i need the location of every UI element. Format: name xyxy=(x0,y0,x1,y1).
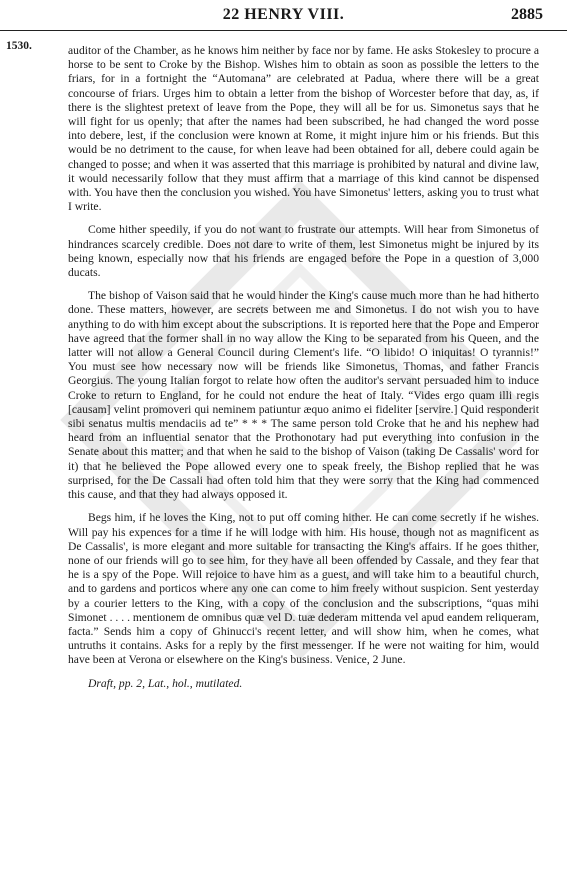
paragraph: Come hither speedily, if you do not want to frustrate our attempts. Will hear from Simonetus of hindrances scarcely credible. Does not dare to write of them, lest Simonetus might be injured by its being known, especially now that his friends are engaged before the Pope in a question of 3,000 ducats. xyxy=(68,223,539,280)
document-body xyxy=(68,44,539,860)
paragraph: Begs him, if he loves the King, not to put off coming hither. He can come secretly if he wishes. Will pay his expences for a time if he will lodge with him. His house, though not as magnificent as De Cassalis', is more elegant and more suitable for transacting the King's affairs. If he goes thither, none of our friends will go to see him, for they have all been offended by Cassale, and they fear that he is a spy of the Pope. Will rejoice to have him as a guest, and will take him to a beautiful church, and to gardens and porticos where any one can come to him freely without suspicion. Sent yesterday by a courier letters to the King, with a copy of the conclusion and the subscriptions, “quas mihi Simonet . . . . mentionem de omnibus quæ vel D. tuæ dederam mittenda vel apud eandem reliqueram, facta.” Sends him a copy of Ghinucci's recent letter, and will show him, when he comes, what untruths it contains. Asks for a reply by the first messenger. If he were not waiting for him, would have been at Verona or elsewhere on the King's business. Venice, 2 June. xyxy=(68,511,539,667)
paragraph: auditor of the Chamber, as he knows him neither by face nor by fame. He asks Stokesley to procure a horse to be sent to Croke by the Bishop. Wishes him to obtain as soon as possible the letters to the friars, for in a fortnight the “Automana” are celebrated at Padua, where there will be a great concourse of friars. Urges him to obtain a letter from the bishop of Worcester before that day, as, if there is the slightest pretext of leave from the Pope, they will all be for us. Simonetus says that he will fight for us openly; that after the names had been subscribed, he had changed the word posse into debere, lest, if the conclusion were known at Rome, it might injure him or his friends. But this would be no detriment to the cause, for when leave had been obtained for all, debere could again be changed to posse; and when it was asserted that this marriage is prohibited by natural and divine law, it would necessarily follow that they must affirm that a marriage of this kind cannot be dispensed with. You have then the conclusion you wished. You have Simonetus' letters, asking you to trust what I write. xyxy=(68,44,539,214)
header-rule xyxy=(0,30,567,31)
running-title: 22 HENRY VIII. xyxy=(222,6,345,23)
paragraph: The bishop of Vaison said that he would hinder the King's cause much more than he had hitherto done. These matters, however, are secrets between me and Simonetus. I do not wish you to have anything to do with him except about the subscriptions. It is reported here that the Pope and Emperor have agreed that the former shall in no way allow the King to be separated from his Queen, and the latter will not allow a General Council during Clement's life. “O libido! O iniquitas! O tyrannis!” You must see how necessary now will be friends like Simonetus, Thomas, and father Francis Georgius. The young Italian forgot to relate how often the auditor's servant persuaded him to induce Croke to return to England, for he could not endure the heat of Italy. “Vides ergo quam illi regis [causam] velint promoveri qui neminem patiuntur æquo animo ei fideliter [servire.] Quid responderit sibi senatus multis mendaciis ad te” * * * The same person told Croke that he and his nephew had heard from an influential senator that the Prothonotary had put everything into confusion in the Senate about this matter; and that when he said to the bishop of Vaison (taking De Cassalis' word for it) that he believed the Pope allowed every one to speak freely, the Bishop replied that he was surprised, for the De Cassali had often told him that they were sorry that the King had commenced this cause, and that they had always opposed it. xyxy=(68,289,539,502)
page-number: 2885 xyxy=(511,6,543,23)
source-note: Draft, pp. 2, Lat., hol., mutilated. xyxy=(88,676,243,690)
page-header xyxy=(0,4,567,26)
margin-year: 1530. xyxy=(6,40,32,52)
